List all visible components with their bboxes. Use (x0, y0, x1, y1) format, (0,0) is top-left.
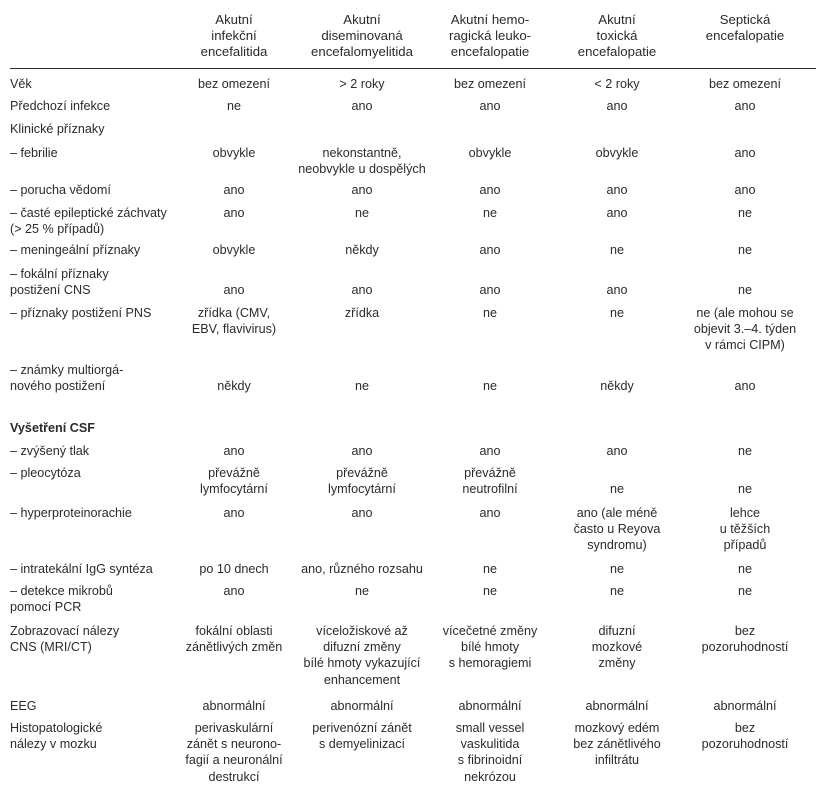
row-label: – zvýšený tlak (10, 444, 90, 458)
table-cell: ano (223, 206, 245, 220)
table-cell: ano (479, 243, 501, 257)
table-cell: ano (223, 283, 245, 298)
table-cell: obvykle (468, 146, 512, 160)
row-label: – febrilie (10, 146, 58, 160)
table-cell: ano (351, 444, 373, 458)
table-cell: někdy (345, 243, 379, 257)
table-cell: obvykle (212, 146, 256, 160)
row-label: EEG (10, 699, 37, 713)
table-cell: perivenózní zánět s demyelinizací (312, 721, 412, 752)
row-label: – fokální příznaky postižení CNS (10, 267, 109, 298)
table-cell: ano (223, 584, 245, 598)
table-cell: ano (223, 444, 245, 458)
column-header: Akutní toxická encefalopatie (577, 12, 657, 60)
row-label: – příznaky postižení PNS (10, 306, 152, 320)
table-cell: ne (482, 379, 497, 394)
table-cell: ano (734, 183, 756, 197)
table-cell: bez omezení (197, 77, 271, 91)
header-divider (10, 68, 816, 69)
table-cell: ano (606, 444, 628, 458)
table-cell: ano (479, 444, 501, 458)
table-cell: ne (609, 482, 624, 497)
table-cell: abnormální (330, 699, 394, 713)
table-cell: ano (479, 506, 501, 520)
row-label: – hyperproteinorachie (10, 506, 132, 520)
row-label: Zobrazovací nálezy CNS (MRI/CT) (10, 624, 120, 655)
row-label: – intratekální IgG syntéza (10, 562, 153, 576)
table-cell: ano (479, 283, 501, 298)
table-cell: vícečetné změny bílé hmoty s hemoragiemi (442, 624, 538, 671)
table-cell: ne (737, 243, 752, 257)
table-cell: ano (351, 183, 373, 197)
table-cell: ano (ale méně často u Reyova syndromu) (573, 506, 661, 553)
table-cell: ne (482, 562, 497, 576)
table-cell: < 2 roky (594, 77, 640, 91)
table-cell: bez pozoruhodností (701, 624, 789, 655)
table-cell: bez omezení (708, 77, 782, 91)
table-cell: ne (354, 584, 369, 598)
row-label: – časté epileptické záchvaty (> 25 % případů) (10, 206, 167, 237)
table-cell: ano (734, 379, 756, 394)
table-cell: ano (606, 99, 628, 113)
table-cell: ne (482, 584, 497, 598)
table-cell: small vessel vaskulitida s fibrinoidní nekrózou (455, 721, 525, 784)
row-label: Vyšetření CSF (10, 421, 95, 435)
table-cell: fokální oblasti zánětlivých změn (185, 624, 283, 655)
table-cell: ne (737, 482, 752, 497)
table-cell: difuzní mozkové změny (591, 624, 643, 671)
table-cell: převážně lymfocytární (328, 466, 396, 497)
row-label: Předchozí infekce (10, 99, 111, 113)
table-cell: ano (223, 183, 245, 197)
table-cell: lehce u těžších případů (719, 506, 771, 553)
table-cell: ne (609, 306, 624, 320)
table-cell: někdy (217, 379, 251, 394)
table-cell: abnormální (202, 699, 266, 713)
table-cell: ano (479, 183, 501, 197)
table-cell: někdy (600, 379, 634, 394)
table-cell: mozkový edém bez zánětlivého infiltrátu (573, 721, 661, 768)
row-label: – známky multiorgá- nového postižení (10, 363, 124, 394)
table-cell: > 2 roky (339, 77, 385, 91)
table-cell: ano (351, 99, 373, 113)
table-cell: ne (354, 379, 369, 394)
row-label: Klinické příznaky (10, 122, 105, 136)
table-cell: ano (606, 183, 628, 197)
table-cell: převážně lymfocytární (200, 466, 268, 497)
table-cell: bez pozoruhodností (701, 721, 789, 752)
table-cell: ano (479, 99, 501, 113)
table-cell: ne (354, 206, 369, 220)
column-header: Septická encefalopatie (705, 12, 785, 44)
table-cell: ne (737, 584, 752, 598)
table-cell: perivaskulární zánět s neurono- fagií a neuronální destrukcí (185, 721, 283, 784)
row-label: – detekce mikrobů pomocí PCR (10, 584, 113, 615)
table-cell: obvykle (595, 146, 639, 160)
table-cell: ano (606, 206, 628, 220)
table-cell: ne (226, 99, 241, 113)
table-cell: ne (737, 444, 752, 458)
table-cell: ne (609, 562, 624, 576)
table-cell: ne (737, 206, 752, 220)
table-cell: abnormální (713, 699, 777, 713)
table-cell: po 10 dnech (199, 562, 269, 576)
table-cell: ano (734, 99, 756, 113)
table-cell: bez omezení (453, 77, 527, 91)
row-label: – porucha vědomí (10, 183, 111, 197)
table-cell: nekonstantně, neobvykle u dospělých (298, 146, 426, 177)
column-header: Akutní diseminovaná encefalomyelitida (311, 12, 413, 60)
table-cell: ano (606, 283, 628, 298)
table-cell: ano (734, 146, 756, 160)
table-cell: víceložiskové až difuzní změny bílé hmoty vykazující enhancement (303, 624, 421, 687)
table-cell: zřídka (344, 306, 380, 320)
row-label: – meningeální příznaky (10, 243, 141, 257)
table-cell: ne (737, 283, 752, 298)
row-label: Histopatologické nálezy v mozku (10, 721, 103, 752)
table-cell: ne (609, 243, 624, 257)
table-cell: ne (ale mohou se objevit 3.–4. týden v rámci CIPM) (693, 306, 797, 353)
table-cell: abnormální (458, 699, 522, 713)
table-cell: ano (351, 506, 373, 520)
column-header: Akutní infekční encefalitida (200, 12, 268, 60)
row-label: – pleocytóza (10, 466, 81, 480)
table-cell: zřídka (CMV, EBV, flavivirus) (191, 306, 277, 337)
table-cell: ne (482, 306, 497, 320)
row-label: Věk (10, 77, 32, 91)
table-cell: obvykle (212, 243, 256, 257)
table-cell: ne (482, 206, 497, 220)
table-cell: abnormální (585, 699, 649, 713)
table-cell: převážně neutrofilní (462, 466, 518, 497)
table-cell: ano (223, 506, 245, 520)
table-cell: ne (737, 562, 752, 576)
column-header: Akutní hemo- ragická leuko- encefalopatie (448, 12, 532, 60)
table-cell: ano (351, 283, 373, 298)
table-cell: ano, různého rozsahu (301, 562, 423, 576)
table-cell: ne (609, 584, 624, 598)
